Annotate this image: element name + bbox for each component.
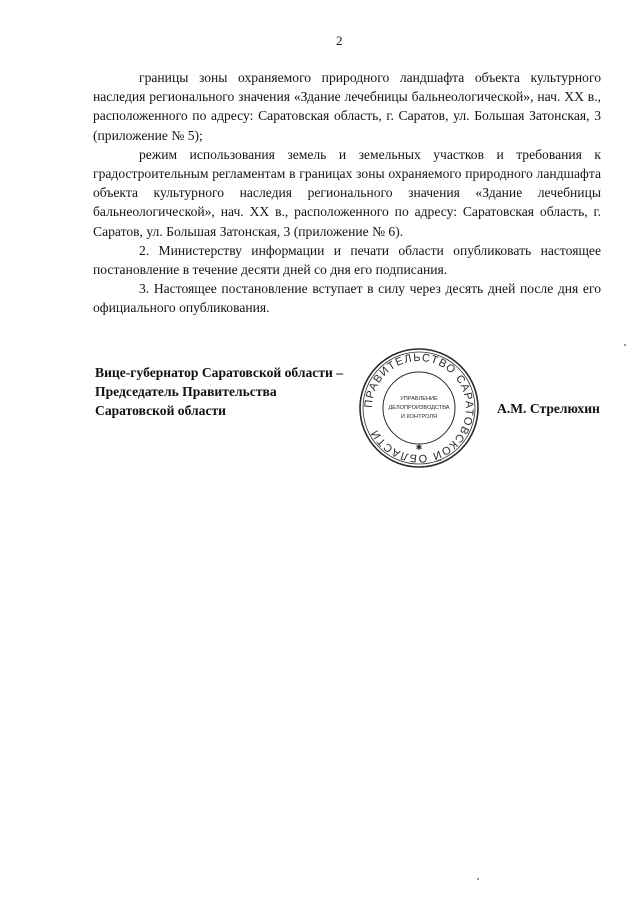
- scan-speck: [477, 878, 479, 880]
- paragraph: 3. Настоящее постановление вступает в силу через десять дней после дня его официального опубликования.: [93, 281, 601, 316]
- signatory-name: А.М. Стрелюхин: [497, 401, 600, 416]
- page-number: 2: [336, 33, 343, 48]
- seal-inner-text: ДЕЛОПРОИЗВОДСТВА: [388, 405, 450, 411]
- signatory-title-line: Председатель Правительства: [95, 384, 277, 399]
- signatory-title-line: Вице-губернатор Саратовской области –: [95, 365, 344, 380]
- seal-inner-text: И КОНТРОЛЯ: [400, 414, 438, 420]
- signatory-title: [95, 363, 343, 420]
- seal-outer-text: ПРАВИТЕЛЬСТВО САРАТОВСКОЙ ОБЛАСТИ: [362, 351, 476, 465]
- seal-inner-text: УПРАВЛЕНИЕ: [400, 396, 438, 402]
- paragraph: 2. Министерству информации и печати области опубликовать настоящее постановление в течение десяти дней со дня его подписания.: [93, 242, 601, 278]
- scan-speck: [624, 344, 626, 346]
- paragraph: режим использования земель и земельных участков и требования к градостроительным регламентам в границах зоны охраняемого природного ландшафта объекта культурного наследия регионального значения «Здание лечебницы бальнеологической», нач. XX в., расположенного по адресу: Саратовская область, г. Саратов, ул. Большая Затонская, 3 (приложение № 6).: [93, 146, 601, 239]
- document-body: [93, 68, 601, 318]
- official-seal-stamp: [357, 346, 481, 470]
- signatory-title-line: Саратовской области: [95, 403, 227, 418]
- paragraph: границы зоны охраняемого природного ландшафта объекта культурного наследия регионального значения «Здание лечебницы бальнеологической», нач. XX в., расположенного по адресу: Саратовская область, г. Саратов, ул. Большая Затонская, 3 (приложение № 5);: [93, 70, 601, 143]
- seal-star-icon: ✱: [415, 443, 423, 452]
- seal-graphic: [357, 346, 481, 470]
